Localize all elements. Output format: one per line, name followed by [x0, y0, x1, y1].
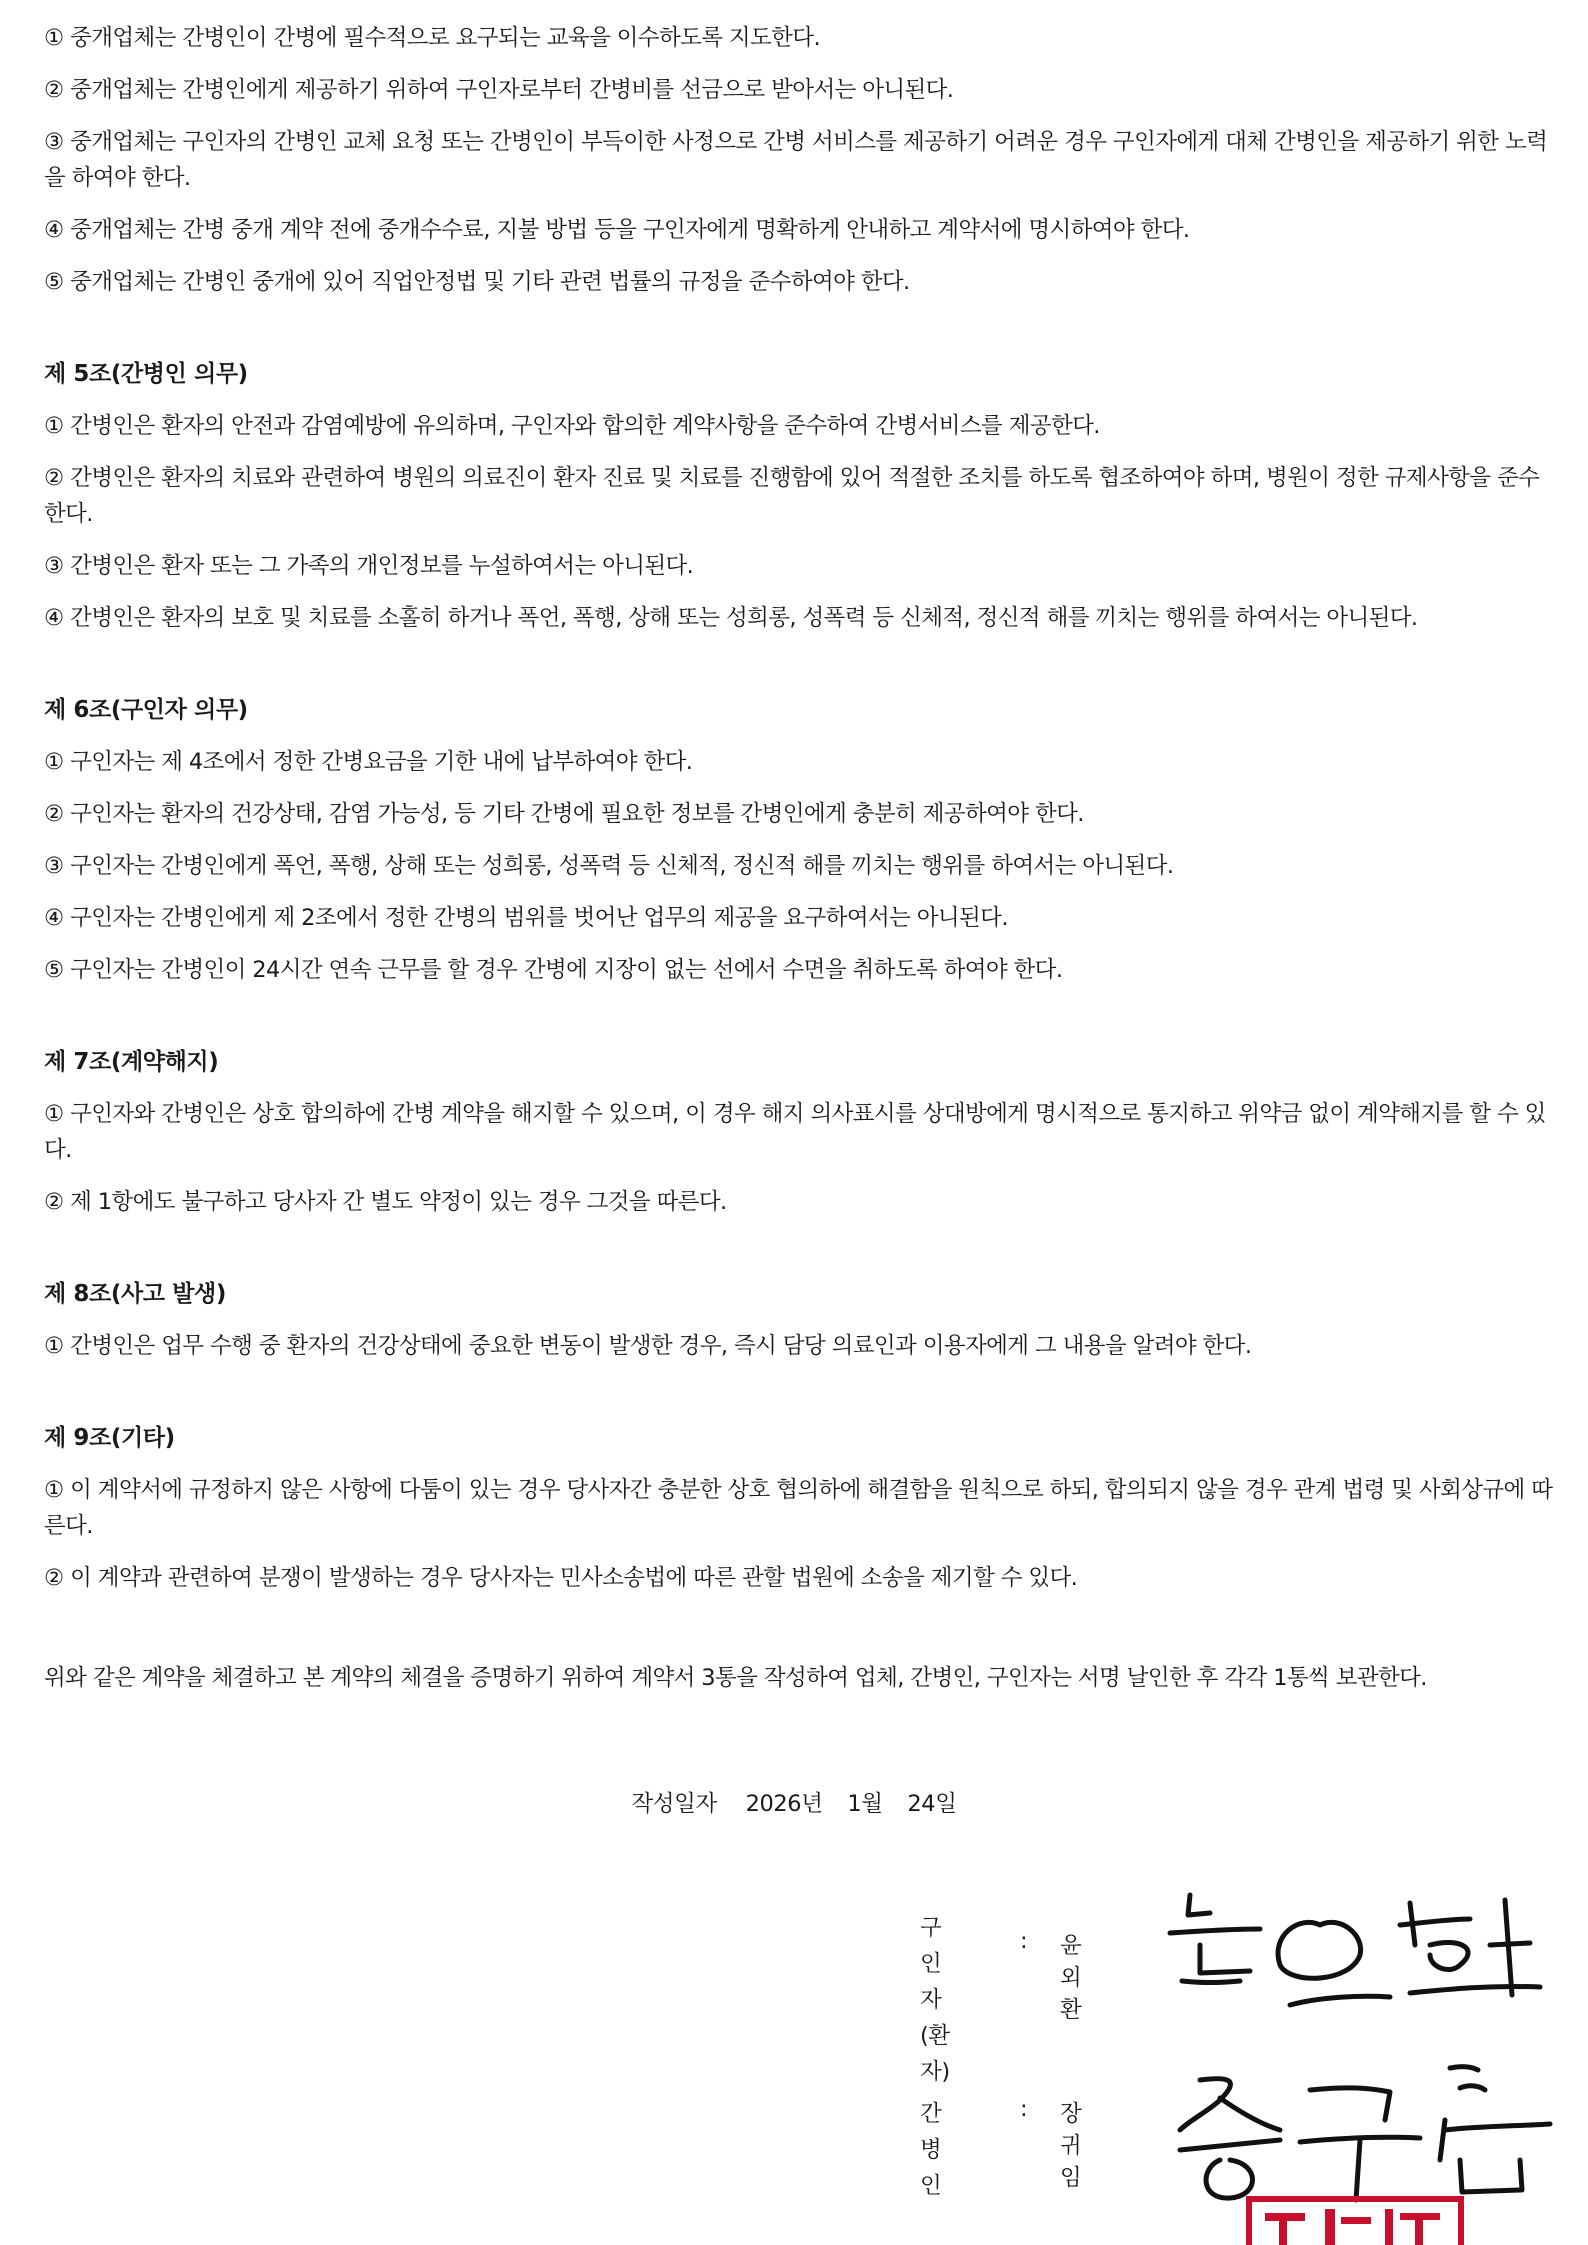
- seal-stamp: [1245, 2195, 1465, 2245]
- continued-section: [44, 20, 1554, 300]
- clause-item: ② 제 1항에도 불구하고 당사자 간 별도 약정이 있는 경우 그것을 따른다.: [44, 1189, 727, 1215]
- clause-item: ② 이 계약과 관련하여 분쟁이 발생하는 경우 당사자는 민사소송법에 따른 관할 법원에 소송을 제기할 수 있다.: [44, 1565, 1078, 1591]
- clause-item: ② 중개업체는 간병인에게 제공하기 위하여 구인자로부터 간병비를 선금으로 받아서는 아니된다.: [44, 77, 954, 103]
- date-label: 작성일자: [631, 1791, 717, 1817]
- employer-name: 윤외환: [1060, 1933, 1082, 2023]
- clause-item: ④ 구인자는 간병인에게 제 2조에서 정한 간병의 범위를 벗어난 업무의 제공을 요구하여서는 아니된다.: [44, 905, 1008, 931]
- clause-item: ① 구인자와 간병인은 상호 합의하에 간병 계약을 해지할 수 있으며, 이 경우 해지 의사표시를 상대방에게 명시적으로 통지하고 위약금 없이 계약해지를 할 수 있다.: [44, 1101, 1546, 1163]
- employer-handwritten-signature: [1160, 1885, 1560, 2025]
- article-title: 제 8조(사고 발생): [44, 1281, 226, 1307]
- employer-role: [920, 1910, 950, 2090]
- article-7: [44, 1044, 1554, 1220]
- article-6: [44, 692, 1554, 988]
- caregiver-colon: :: [1020, 2096, 1028, 2122]
- caregiver-role: 간병인: [920, 2101, 942, 2199]
- article-title: 제 5조(간병인 의무): [44, 361, 248, 387]
- clause-item: ③ 중개업체는 구인자의 간병인 교체 요청 또는 간병인이 부득이한 사정으로 간병 서비스를 제공하기 어려운 경우 구인자에게 대체 간병인을 제공하기 위한 노력을 하여야 한다.: [44, 129, 1548, 191]
- clause-item: ③ 구인자는 간병인에게 폭언, 폭행, 상해 또는 성희롱, 성폭력 등 신체적, 정신적 해를 끼치는 행위를 하여서는 아니된다.: [44, 853, 1174, 879]
- clause-item: ① 간병인은 업무 수행 중 환자의 건강상태에 중요한 변동이 발생한 경우, 즉시 담당 의료인과 이용자에게 그 내용을 알려야 한다.: [44, 1333, 1252, 1359]
- caregiver-handwritten-signature: [1160, 2060, 1560, 2210]
- clause-item: ④ 간병인은 환자의 보호 및 치료를 소홀히 하거나 폭언, 폭행, 상해 또는 성희롱, 성폭력 등 신체적, 정신적 해를 끼치는 행위를 하여서는 아니된다.: [44, 605, 1418, 631]
- article-8: [44, 1276, 1554, 1364]
- clause-item: ① 구인자는 제 4조에서 정한 간병요금을 기한 내에 납부하여야 한다.: [44, 749, 693, 775]
- article-title: 제 9조(기타): [44, 1425, 175, 1451]
- clause-item: ① 중개업체는 간병인이 간병에 필수적으로 요구되는 교육을 이수하도록 지도한다.: [44, 25, 820, 51]
- clause-item: ① 간병인은 환자의 안전과 감염예방에 유의하며, 구인자와 합의한 계약사항을 준수하여 간병서비스를 제공한다.: [44, 413, 1100, 439]
- clause-item: ① 이 계약서에 규정하지 않은 사항에 다툼이 있는 경우 당사자간 충분한 상호 협의하에 해결함을 원칙으로 하되, 합의되지 않을 경우 관계 법령 및 사회상규에 따른다.: [44, 1477, 1553, 1539]
- article-9: [44, 1420, 1554, 1596]
- article-5: [44, 356, 1554, 636]
- employer-role-line1: 구인자: [920, 1915, 942, 2013]
- clause-item: ④ 중개업체는 간병 중개 계약 전에 중개수수료, 지불 방법 등을 구인자에게 명확하게 안내하고 계약서에 명시하여야 한다.: [44, 217, 1190, 243]
- clause-item: ⑤ 구인자는 간병인이 24시간 연속 근무를 할 경우 간병에 지장이 없는 선에서 수면을 취하도록 하여야 한다.: [44, 957, 1063, 983]
- article-title: 제 7조(계약해지): [44, 1049, 219, 1075]
- date-line: [0, 1786, 1588, 1818]
- clause-item: ② 구인자는 환자의 건강상태, 감염 가능성, 등 기타 간병에 필요한 정보를 간병인에게 충분히 제공하여야 한다.: [44, 801, 1084, 827]
- date-month: 1월: [847, 1791, 883, 1817]
- clause-item: ⑤ 중개업체는 간병인 중개에 있어 직업안정법 및 기타 관련 법률의 규정을 준수하여야 한다.: [44, 269, 910, 295]
- date-day: 24일: [907, 1791, 957, 1817]
- employer-role-line2: (환자): [920, 2023, 950, 2085]
- employer-colon: :: [1020, 1928, 1028, 1954]
- article-title: 제 6조(구인자 의무): [44, 697, 248, 723]
- contract-document: [44, 20, 1554, 1696]
- closing-statement: 위와 같은 계약을 체결하고 본 계약의 체결을 증명하기 위하여 계약서 3통을 작성하여 업체, 간병인, 구인자는 서명 날인한 후 각각 1통씩 보관한다.: [44, 1665, 1427, 1691]
- clause-item: ③ 간병인은 환자 또는 그 가족의 개인정보를 누설하여서는 아니된다.: [44, 553, 694, 579]
- date-year: 2026년: [745, 1791, 823, 1817]
- clause-item: ② 간병인은 환자의 치료와 관련하여 병원의 의료진이 환자 진료 및 치료를 진행함에 있어 적절한 조치를 하도록 협조하여야 하며, 병원이 정한 규제사항을 준수한다.: [44, 465, 1540, 527]
- caregiver-name: 장귀임: [1060, 2101, 1082, 2191]
